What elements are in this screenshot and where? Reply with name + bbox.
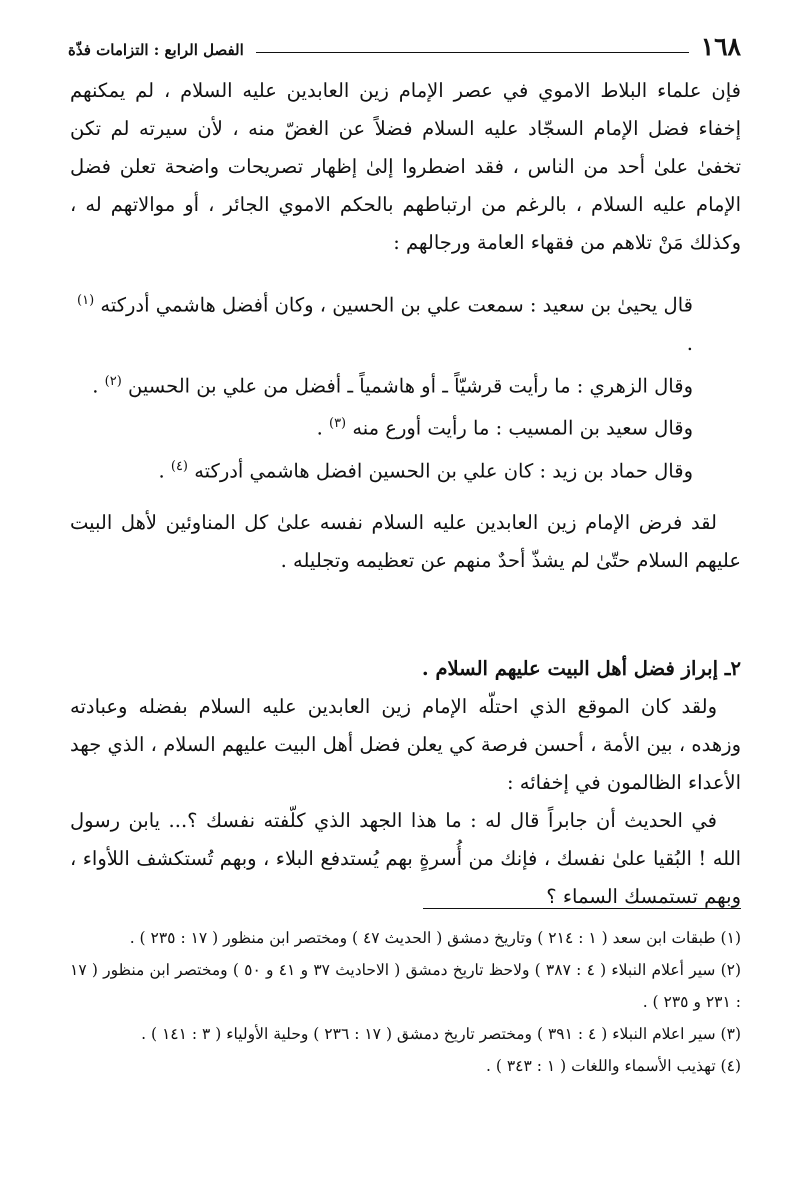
footnote-marker: (١): [77, 293, 95, 308]
section-heading: ٢ـ إبراز فضل أهل البيت عليهم السلام .: [421, 657, 741, 680]
paragraph-1: فإن علماء البلاط الاموي في عصر الإمام زين العابدين عليه السلام ، لم يمكنهم إخفاء فضل الإمام السجّاد عليه السلام فضلاً عن الغضّ منه ، لأن سيرته لم تكن تخفىٰ علىٰ أحد من الناس ، فقد اضطروا إلىٰ إظهار تصريحات واضحة تعلن فضل الإمام عليه السلام ، بالرغم من ارتباطهم بالحكم الاموي الجائر ، أو موالاتهم له ، وكذلك مَنْ تلاهم من فقهاء العامة ورجالهم :: [70, 79, 741, 254]
quote-line: وقال حماد بن زيد : كان علي بن الحسين افضل هاشمي أدركته $^{(٤)}$ .: [158, 458, 693, 482]
footnote: (٤) تهذيب الأسماء واللغات ( ١ : ٣٤٣ ) .: [485, 1057, 741, 1075]
quote-line: قال يحيىٰ بن سعيد : سمعت علي بن الحسين ، وكان أفضل هاشمي أدركته $^{(١)}$ .: [77, 293, 693, 355]
paragraph-2: لقد فرض الإمام زين العابدين عليه السلام نفسه علىٰ كل المناوئين لأهل البيت عليهم السلام حتّىٰ لم يشذّ أحدٌ منهم عن تعظيمه وتجليله .: [70, 511, 741, 572]
main-text: [70, 72, 741, 916]
footnote-marker: (٤): [170, 458, 188, 474]
paragraph-3: ولقد كان الموقع الذي احتلّه الإمام زين العابدين عليه السلام بفضله وعبادته وزهده ، بين الأمة ، أحسن فرصة كي يعلن فضل أهل البيت عليهم السلام ، الذي جهد الأعداء الظالمون في إخفائه :: [70, 695, 741, 794]
quote-text: قال يحيىٰ بن سعيد : سمعت علي بن الحسين ، وكان أفضل هاشمي أدركته: [100, 293, 693, 317]
footnote: (٢) سير أعلام النبلاء ( ٤ : ٣٨٧ ) ولاحظ تاريخ دمشق ( الاحاديث ٣٧ و ٤١ و ٥٠ ) ومختصر ابن منظور ( ١٧ : ٢٣١ و ٢٣٥ ) .: [70, 961, 742, 1011]
paragraph-4: في الحديث أن جابراً قال له : ما هذا الجهد الذي كلّفته نفسك ؟... يابن رسول الله ! البُقيا علىٰ نفسك ، فإنك من أُسرةٍ بهم يُستدفع البلاء ، وبهم تُستكشف اللأواء ، وبهم تستمسك السماء ؟: [70, 809, 741, 908]
quotes-block: [70, 282, 693, 490]
footnote-marker: (٣): [328, 416, 347, 431]
running-title: الفصل الرابع : التزامات فذّة: [68, 41, 244, 59]
section-spacer: [70, 580, 741, 650]
quote-text: وقال سعيد بن المسيب : ما رأيت أورع منه: [352, 416, 693, 440]
quote-line: وقال سعيد بن المسيب : ما رأيت أورع منه $^{(٣)}$ .: [316, 416, 693, 440]
footnote-marker: (٢): [104, 373, 122, 389]
footnotes: [70, 922, 741, 1082]
quote-text: وقال الزهري : ما رأيت قرشيّاً ـ أو هاشمياً ـ أفضل من علي بن الحسين: [128, 374, 693, 397]
header-rule: [256, 52, 689, 53]
footnote: (٣) سير اعلام النبلاء ( ٤ : ٣٩١ ) ومختصر تاريخ دمشق ( ١٧ : ٢٣٦ ) وحلية الأولياء ( ٣ : ١٤١ ) .: [141, 1025, 741, 1043]
page-header: [68, 34, 741, 59]
footnote-separator: [423, 908, 741, 909]
quote-line: وقال الزهري : ما رأيت قرشيّاً ـ أو هاشمياً ـ أفضل من علي بن الحسين $^{(٢)}$ .: [92, 373, 693, 397]
quote-text: وقال حماد بن زيد : كان علي بن الحسين افضل هاشمي أدركته: [194, 459, 693, 482]
footnote: (١) طبقات ابن سعد ( ١ : ٢١٤ ) وتاريخ دمشق ( الحديث ٤٧ ) ومختصر ابن منظور ( ١٧ : ٢٣٥ ) .: [129, 929, 741, 947]
page-number: ١٦٨: [700, 32, 741, 61]
